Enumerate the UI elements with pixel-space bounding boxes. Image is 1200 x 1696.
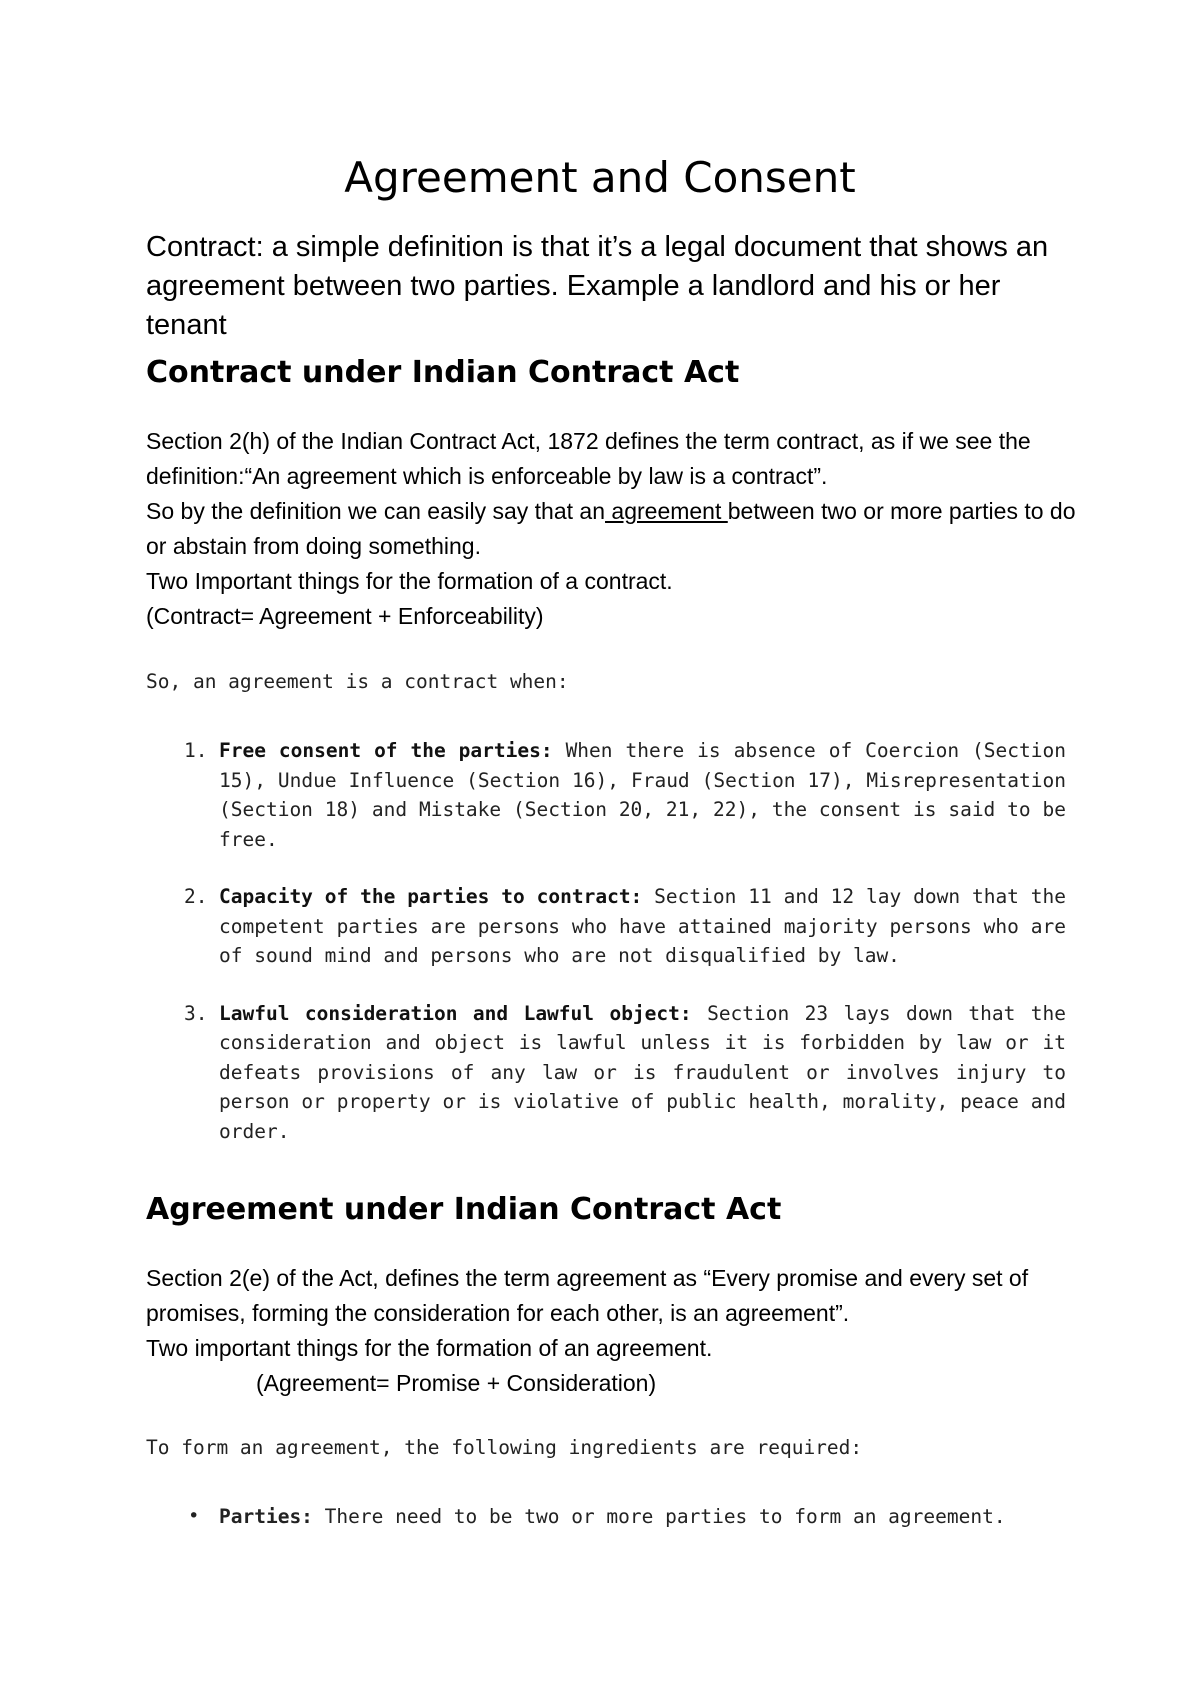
list-item-term: Lawful consideration and Lawful object: bbox=[219, 1001, 692, 1025]
contract-explanation-paragraph bbox=[146, 494, 1086, 564]
intro-paragraph: Contract: a simple definition is that it’s a legal document that shows an agreement between two parties. Example a landlord and his or her tenant bbox=[146, 231, 1049, 341]
list-item-term: Parties: bbox=[219, 1505, 313, 1528]
bullet-icon: • bbox=[188, 1505, 200, 1527]
list-item-number: 2. bbox=[184, 885, 208, 908]
list-item-number: 3. bbox=[184, 1001, 208, 1025]
contract-formula: (Contract= Agreement + Enforceability) bbox=[146, 603, 544, 629]
list-item bbox=[146, 736, 1066, 854]
agreement-formation-paragraph: Two important things for the formation of an agreement. bbox=[146, 1335, 713, 1361]
contract-formation-paragraph: Two Important things for the formation of a contract. bbox=[146, 568, 673, 594]
list-item-term: Capacity of the parties to contract: bbox=[219, 885, 643, 908]
list-item bbox=[146, 999, 1066, 1147]
list-item-text: When there is absence of Coercion (Section 15), Undue Influence (Section 16), Fraud (Section 17), Misrepresentation (Section 18) and Mistake (Section 20, 21, 22), the consent is said to be free. bbox=[219, 739, 1066, 851]
list-item-number: 1. bbox=[184, 739, 208, 762]
contract-conditions-list bbox=[146, 736, 1066, 1146]
agreement-ingredients-lead: To form an agreement, the following ingredients are required: bbox=[146, 1436, 863, 1459]
contract-definition-block bbox=[146, 424, 1086, 634]
agreement-ingredients-list bbox=[146, 1502, 1066, 1532]
document-title: Agreement and Consent bbox=[344, 153, 856, 202]
agreement-underlined-term: agreement bbox=[605, 498, 728, 524]
list-item-text: Section 11 and 12 lay down that the competent parties are persons who have attained majority persons who are of sound mind and persons who are not disqualified by law. bbox=[219, 885, 1067, 967]
list-item-text: There need to be two or more parties to form an agreement. bbox=[312, 1505, 1006, 1528]
agreement-formula: (Agreement= Promise + Consideration) bbox=[256, 1370, 657, 1396]
contract-definition-paragraph: Section 2(h) of the Indian Contract Act, 1872 defines the term contract, as if we see the definition:“An agreement which is enforceable by law is a contract”. bbox=[146, 428, 1031, 489]
list-item-text: Section 23 lays down that the consideration and object is lawful unless it is forbidden by law or it defeats provisions of any law or is fraudulent or involves injury to person or property or is violative of public health, morality, peace and order. bbox=[219, 1001, 1066, 1143]
contract-explanation-text-start: So by the definition we can easily say that an bbox=[146, 498, 606, 524]
list-item bbox=[146, 882, 1066, 971]
agreement-definition-block bbox=[146, 1261, 1086, 1401]
contract-conditions-lead: So, an agreement is a contract when: bbox=[146, 670, 569, 693]
contract-explanation-text-end: between two or more parties to do or abstain from doing something. bbox=[146, 498, 1076, 559]
list-item bbox=[146, 1502, 1066, 1532]
list-item-term: Free consent of the parties: bbox=[219, 739, 553, 762]
agreement-definition-paragraph: Section 2(e) of the Act, defines the term agreement as “Every promise and every set of promises, forming the consideration for each other, is an agreement”. bbox=[146, 1265, 1029, 1326]
section-heading-agreement: Agreement under Indian Contract Act bbox=[146, 1192, 782, 1227]
section-heading-contract: Contract under Indian Contract Act bbox=[146, 355, 740, 390]
